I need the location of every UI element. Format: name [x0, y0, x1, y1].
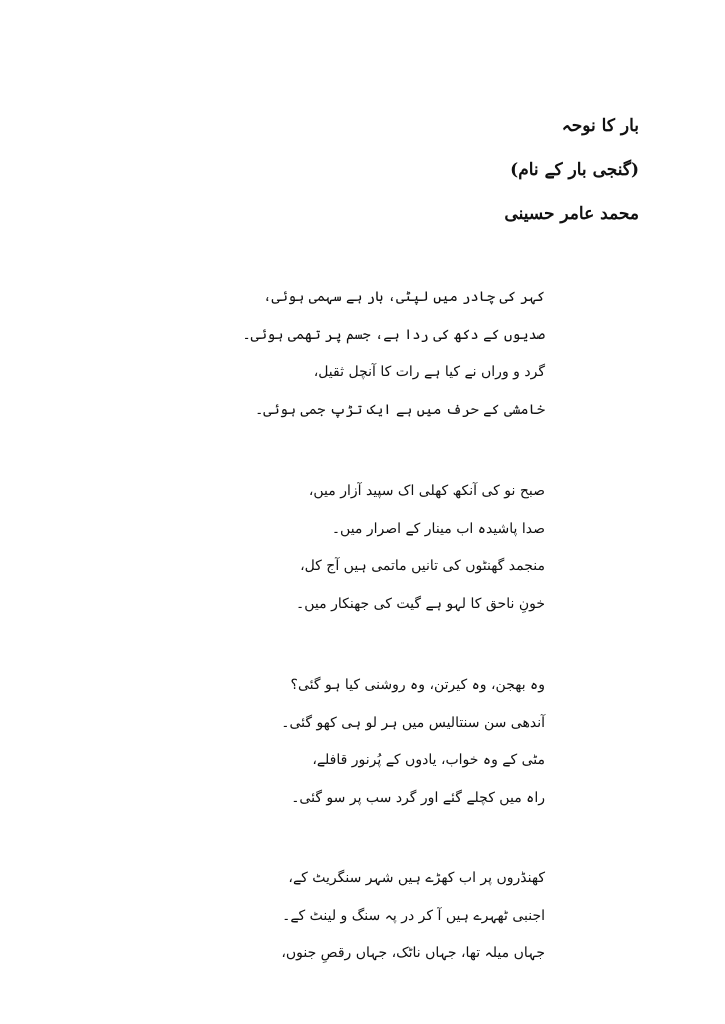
verse-line: صدیوں کے دکھ کی ردا ہے، جسم پر تھمی ہوئی۔: [242, 326, 545, 343]
verse-line: خامشی کے حرف میں ہے ایک تڑپ جمی ہوئی۔: [255, 401, 545, 418]
verse-line: وہ بھجن، وہ کیرتن، وہ روشنی کیا ہو گئی؟: [290, 677, 545, 693]
verse-line: صبح نو کی آنکھ کھلی اک سپید آزار میں،: [308, 483, 545, 499]
verse-line: گرد و وراں نے کیا ہے رات کا آنچل ثقیل،: [313, 364, 545, 380]
verse-line: آندھی سن سنتالیس میں ہر لو ہی کھو گئی۔: [281, 714, 545, 731]
verse-line: مٹی کے وہ خواب، یادوں کے پُرنور قافلے،: [312, 752, 545, 768]
verse-line: راہ میں کچلے گئے اور گرد سب پر سو گئی۔: [291, 789, 545, 806]
stanza: [65, 667, 545, 817]
verse-line: منجمد گھنٹوں کی تانیں ماتمی ہیں آج کل،: [300, 558, 545, 574]
verse-line: کہر کی چادر میں لپٹی، بار ہے سہمی ہوئی،: [263, 289, 545, 305]
poem-dedication: (گنجی بار کے نام): [510, 160, 639, 180]
stanza: [65, 279, 545, 429]
verse-line: جہاں میلہ تھا، جہاں ناٹک، جہاں رقصِ جنوں،: [281, 945, 545, 961]
verse-line: خونِ ناحق کا لہو ہے گیت کی جھنکار میں۔: [296, 595, 545, 612]
stanza: [65, 860, 545, 973]
poem-title: بار کا نوحہ: [561, 116, 639, 136]
verse-line: کھنڈروں پر اب کھڑے ہیں شہر سنگریٹ کے،: [288, 870, 545, 886]
poem-author: محمد عامر حسینی: [504, 204, 639, 224]
verse-line: اجنبی ٹھہرے ہیں آ کر در پہ سنگ و لینٹ کے۔: [282, 907, 545, 924]
poem-header: [239, 104, 639, 236]
verse-line: صدا پاشیدہ اب مینار کے اصرار میں۔: [331, 520, 545, 537]
stanza: [65, 473, 545, 623]
